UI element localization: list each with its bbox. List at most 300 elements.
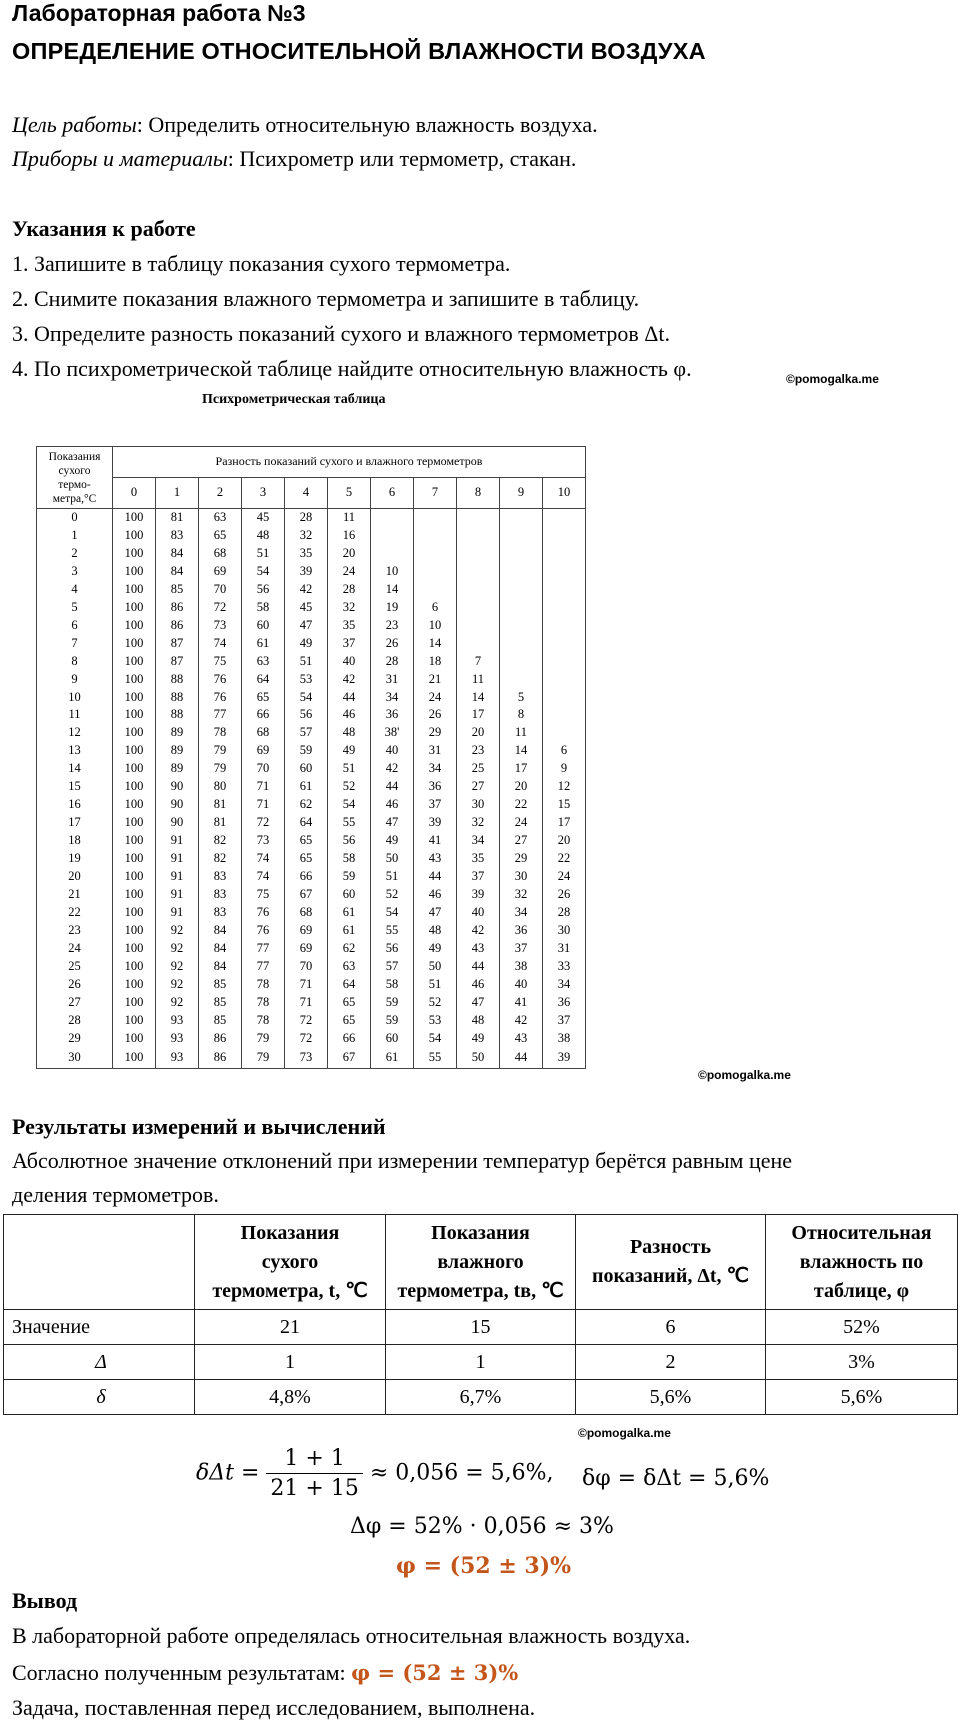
table-cell: 100 [113, 922, 156, 940]
psychrometric-column-header: 3 [242, 478, 285, 509]
table-cell: 87 [156, 635, 199, 653]
results-corner-cell [4, 1215, 195, 1310]
instruction-step: 4. По психрометрической таблице найдите относительную влажность φ. [12, 356, 692, 381]
table-cell: 100 [113, 1030, 156, 1048]
table-row [4, 1310, 958, 1345]
table-cell [500, 545, 543, 563]
table-cell [500, 599, 543, 617]
results-header-dry [195, 1215, 386, 1310]
table-row [37, 617, 586, 635]
table-cell: 79 [199, 742, 242, 760]
table-cell [500, 635, 543, 653]
table-cell: 40 [457, 904, 500, 922]
table-cell [414, 581, 457, 599]
table-row [4, 1345, 958, 1380]
table-cell [500, 563, 543, 581]
table-cell: 53 [414, 1012, 457, 1030]
table-row [37, 653, 586, 671]
table-cell [457, 617, 500, 635]
table-cell: 61 [285, 778, 328, 796]
table-cell: 78 [199, 724, 242, 742]
psychrometric-column-header: 6 [371, 478, 414, 509]
table-cell: 70 [285, 958, 328, 976]
table-cell: 43 [457, 940, 500, 958]
table-cell: 58 [242, 599, 285, 617]
table-cell: 18 [414, 653, 457, 671]
table-cell: 50 [414, 958, 457, 976]
table-cell: 72 [285, 1012, 328, 1030]
conclusion-line: В лабораторной работе определялась относительная влажность воздуха. [12, 1623, 691, 1648]
table-cell: 55 [414, 1048, 457, 1069]
header-line: сухого [261, 1250, 319, 1273]
table-cell: 69 [242, 742, 285, 760]
table-cell: 19 [37, 850, 113, 868]
table-cell [457, 509, 500, 527]
table-cell: 6 [37, 617, 113, 635]
table-cell: 79 [242, 1048, 285, 1069]
table-cell: 24 [543, 868, 586, 886]
table-row [37, 868, 586, 886]
table-cell: 36 [371, 706, 414, 724]
table-cell: 85 [199, 994, 242, 1012]
table-cell: 51 [242, 545, 285, 563]
table-cell: 69 [199, 563, 242, 581]
table-cell: 100 [113, 850, 156, 868]
table-cell: 3% [766, 1345, 958, 1380]
table-cell: 14 [457, 689, 500, 707]
results-header-humidity [766, 1215, 958, 1310]
table-row [4, 1380, 958, 1415]
table-row [37, 527, 586, 545]
table-cell: 84 [156, 563, 199, 581]
table-cell: 56 [328, 832, 371, 850]
table-cell: 39 [457, 886, 500, 904]
formula-absolute-error-phi: Δφ = 52% · 0,056 ≈ 3% [350, 1514, 614, 1539]
table-cell: 65 [199, 527, 242, 545]
table-cell: 1 [386, 1345, 576, 1380]
table-cell: 42 [371, 760, 414, 778]
watermark: ©pomogalka.me [698, 1068, 791, 1082]
table-cell: 91 [156, 904, 199, 922]
table-row [37, 671, 586, 689]
psychrometric-table [36, 446, 586, 1069]
table-cell: 44 [457, 958, 500, 976]
table-cell: 72 [242, 814, 285, 832]
table-cell [543, 527, 586, 545]
table-cell: 100 [113, 796, 156, 814]
table-cell: 44 [500, 1048, 543, 1069]
table-cell: 81 [199, 814, 242, 832]
table-cell: 100 [113, 689, 156, 707]
table-cell: 79 [199, 760, 242, 778]
table-cell: 100 [113, 868, 156, 886]
table-cell: 2 [576, 1345, 766, 1380]
table-cell: 63 [199, 509, 242, 527]
table-cell [457, 545, 500, 563]
row-label: δ [4, 1380, 195, 1415]
table-cell: 100 [113, 635, 156, 653]
watermark: ©pomogalka.me [578, 1426, 671, 1440]
table-cell [543, 724, 586, 742]
table-row [37, 689, 586, 707]
table-cell: 100 [113, 617, 156, 635]
header-line: Показания [431, 1221, 530, 1244]
table-cell: 5,6% [576, 1380, 766, 1415]
table-cell [543, 635, 586, 653]
table-cell: 89 [156, 724, 199, 742]
table-cell: 78 [242, 994, 285, 1012]
table-cell: 26 [37, 976, 113, 994]
table-cell: 31 [371, 671, 414, 689]
table-cell: 40 [500, 976, 543, 994]
table-cell: 20 [328, 545, 371, 563]
table-cell [500, 653, 543, 671]
table-cell: 77 [199, 706, 242, 724]
table-cell: 27 [500, 832, 543, 850]
table-cell: 4,8% [195, 1380, 386, 1415]
goal-line [12, 112, 598, 138]
table-cell: 82 [199, 832, 242, 850]
table-row [37, 1030, 586, 1048]
psychrometric-column-header: 8 [457, 478, 500, 509]
table-cell: 14 [37, 760, 113, 778]
table-cell: 54 [371, 904, 414, 922]
table-cell: 35 [457, 850, 500, 868]
table-cell: 70 [242, 760, 285, 778]
table-cell: 14 [414, 635, 457, 653]
table-cell: 46 [371, 796, 414, 814]
table-row [37, 724, 586, 742]
table-cell [543, 581, 586, 599]
table-cell: 78 [242, 1012, 285, 1030]
table-cell: 40 [371, 742, 414, 760]
table-cell [457, 635, 500, 653]
table-cell: 37 [414, 796, 457, 814]
table-cell: 24 [328, 563, 371, 581]
table-cell: 100 [113, 527, 156, 545]
table-row [37, 1012, 586, 1030]
table-cell: 100 [113, 545, 156, 563]
table-cell: 50 [457, 1048, 500, 1069]
table-cell [500, 527, 543, 545]
table-cell: 86 [156, 617, 199, 635]
table-cell: 36 [414, 778, 457, 796]
table-cell: 20 [37, 868, 113, 886]
table-cell: 48 [328, 724, 371, 742]
table-row [37, 742, 586, 760]
table-cell: 6 [543, 742, 586, 760]
table-cell: 29 [414, 724, 457, 742]
results-header-wet [386, 1215, 576, 1310]
table-cell: 59 [371, 1012, 414, 1030]
row-header-line: сухого [58, 464, 91, 477]
table-cell [500, 671, 543, 689]
table-cell: 13 [37, 742, 113, 760]
table-row [37, 922, 586, 940]
table-cell: 66 [285, 868, 328, 886]
table-cell: 88 [156, 671, 199, 689]
table-cell: 34 [543, 976, 586, 994]
results-note-line: деления термометров. [12, 1182, 219, 1207]
table-cell: 23 [37, 922, 113, 940]
table-cell: 82 [199, 850, 242, 868]
table-cell: 45 [285, 599, 328, 617]
table-cell: 44 [328, 689, 371, 707]
table-cell: 65 [328, 994, 371, 1012]
table-cell: 64 [242, 671, 285, 689]
table-cell: 65 [328, 1012, 371, 1030]
header-line: влажного [437, 1250, 524, 1273]
table-cell: 71 [242, 778, 285, 796]
table-cell: 71 [285, 976, 328, 994]
table-cell: 34 [371, 689, 414, 707]
table-row [37, 778, 586, 796]
conclusion-result: φ = (52 ± 3)% [351, 1660, 519, 1685]
table-cell: 60 [371, 1030, 414, 1048]
table-row [37, 796, 586, 814]
table-cell: 37 [328, 635, 371, 653]
table-row [37, 635, 586, 653]
table-cell: 88 [156, 689, 199, 707]
table-cell: 48 [414, 922, 457, 940]
table-cell: 12 [543, 778, 586, 796]
table-cell: 48 [242, 527, 285, 545]
table-cell: 26 [543, 886, 586, 904]
table-cell: 57 [285, 724, 328, 742]
table-cell: 92 [156, 994, 199, 1012]
table-cell: 17 [543, 814, 586, 832]
table-cell: 51 [285, 653, 328, 671]
table-cell: 75 [199, 653, 242, 671]
table-cell: 46 [414, 886, 457, 904]
table-cell: 100 [113, 509, 156, 527]
table-cell: 55 [371, 922, 414, 940]
conclusion-line [12, 1660, 518, 1686]
table-cell: 57 [371, 958, 414, 976]
table-cell: 47 [285, 617, 328, 635]
table-row [37, 904, 586, 922]
lab-title: Лабораторная работа №3 [12, 0, 306, 26]
header-line: показаний, Δt, ℃ [591, 1265, 749, 1287]
table-cell: 100 [113, 778, 156, 796]
table-cell [543, 563, 586, 581]
table-cell: 62 [285, 796, 328, 814]
table-cell: 16 [328, 527, 371, 545]
table-row [37, 832, 586, 850]
table-cell: 100 [113, 671, 156, 689]
table-cell: 24 [414, 689, 457, 707]
table-cell: 1 [37, 527, 113, 545]
table-cell: 22 [37, 904, 113, 922]
row-header-line: термо- [58, 478, 91, 491]
table-cell: 91 [156, 868, 199, 886]
table-row [37, 940, 586, 958]
table-cell: 2 [37, 545, 113, 563]
table-cell [414, 545, 457, 563]
table-cell: 54 [328, 796, 371, 814]
table-cell: 100 [113, 832, 156, 850]
table-cell: 59 [371, 994, 414, 1012]
table-cell: 59 [285, 742, 328, 760]
table-cell: 73 [242, 832, 285, 850]
table-cell: 52 [414, 994, 457, 1012]
table-cell: 42 [457, 922, 500, 940]
table-cell: 83 [156, 527, 199, 545]
table-cell: 61 [242, 635, 285, 653]
table-cell: 47 [371, 814, 414, 832]
formula-rhs: ≈ 0,056 = 5,6%, [369, 1460, 554, 1486]
table-cell: 39 [414, 814, 457, 832]
table-cell: 48 [457, 1012, 500, 1030]
table-row [37, 760, 586, 778]
equipment-text: : Психрометр или термометр, стакан. [227, 146, 577, 171]
table-cell: 67 [285, 886, 328, 904]
table-cell: 5 [37, 599, 113, 617]
table-cell: 44 [371, 778, 414, 796]
table-cell: 64 [285, 814, 328, 832]
table-cell: 54 [285, 689, 328, 707]
table-cell: 43 [414, 850, 457, 868]
table-cell: 35 [285, 545, 328, 563]
table-cell: 53 [285, 671, 328, 689]
table-cell: 91 [156, 886, 199, 904]
table-cell: 31 [543, 940, 586, 958]
table-cell [371, 527, 414, 545]
table-cell: 85 [199, 1012, 242, 1030]
table-cell: 65 [285, 832, 328, 850]
table-cell: 67 [328, 1048, 371, 1069]
table-cell: 1 [195, 1345, 386, 1380]
table-cell: 25 [457, 760, 500, 778]
table-cell: 100 [113, 724, 156, 742]
table-cell: 49 [414, 940, 457, 958]
table-cell: 32 [457, 814, 500, 832]
table-cell: 34 [500, 904, 543, 922]
table-cell [500, 617, 543, 635]
table-cell [457, 563, 500, 581]
table-cell: 9 [37, 671, 113, 689]
table-cell: 21 [37, 886, 113, 904]
table-cell: 20 [543, 832, 586, 850]
table-cell: 50 [371, 850, 414, 868]
table-cell: 100 [113, 994, 156, 1012]
table-cell: 11 [457, 671, 500, 689]
psychrometric-column-header: 5 [328, 478, 371, 509]
table-cell: 100 [113, 599, 156, 617]
table-cell: 28 [328, 581, 371, 599]
table-cell [543, 689, 586, 707]
table-cell: 32 [500, 886, 543, 904]
table-row [37, 850, 586, 868]
table-cell: 11 [328, 509, 371, 527]
table-cell: 92 [156, 940, 199, 958]
table-cell: 6 [414, 599, 457, 617]
table-cell: 51 [414, 976, 457, 994]
table-cell: 100 [113, 904, 156, 922]
table-cell: 22 [543, 850, 586, 868]
table-cell: 7 [37, 635, 113, 653]
table-cell: 100 [113, 706, 156, 724]
table-cell: 100 [113, 742, 156, 760]
table-cell: 77 [242, 940, 285, 958]
instruction-step: 3. Определите разность показаний сухого и влажного термометров Δt. [12, 321, 671, 346]
table-cell: 76 [242, 904, 285, 922]
table-cell [543, 671, 586, 689]
table-cell: 7 [457, 653, 500, 671]
table-cell: 33 [543, 958, 586, 976]
table-cell: 52 [328, 778, 371, 796]
table-cell: 68 [199, 545, 242, 563]
table-cell: 55 [328, 814, 371, 832]
table-cell: 23 [457, 742, 500, 760]
table-row [37, 1048, 586, 1069]
table-cell: 93 [156, 1048, 199, 1069]
table-cell: 85 [199, 976, 242, 994]
psychrometric-column-header: 9 [500, 478, 543, 509]
table-cell [543, 599, 586, 617]
table-cell: 30 [543, 922, 586, 940]
table-row [37, 509, 586, 527]
instruction-step: 2. Снимите показания влажного термометра и запишите в таблицу. [12, 286, 640, 311]
table-cell: 40 [328, 653, 371, 671]
table-cell: 27 [37, 994, 113, 1012]
table-cell [457, 599, 500, 617]
table-cell: 62 [328, 940, 371, 958]
table-cell: 60 [242, 617, 285, 635]
results-table [3, 1214, 958, 1415]
instruction-step: 1. Запишите в таблицу показания сухого термометра. [12, 251, 511, 276]
table-cell: 90 [156, 814, 199, 832]
psychrometric-column-header: 0 [113, 478, 156, 509]
table-cell: 100 [113, 1048, 156, 1069]
table-cell: 11 [500, 724, 543, 742]
table-cell: 91 [156, 850, 199, 868]
table-cell: 72 [199, 599, 242, 617]
table-cell: 76 [242, 922, 285, 940]
psychrometric-column-header: 2 [199, 478, 242, 509]
table-cell: 73 [285, 1048, 328, 1069]
table-cell: 100 [113, 653, 156, 671]
table-cell: 37 [543, 1012, 586, 1030]
table-cell: 88 [156, 706, 199, 724]
table-row [37, 581, 586, 599]
table-cell [414, 509, 457, 527]
table-cell: 86 [199, 1048, 242, 1069]
table-cell: 84 [199, 958, 242, 976]
table-cell [371, 509, 414, 527]
row-header-line: метра,°С [52, 492, 97, 505]
table-cell: 72 [285, 1030, 328, 1048]
table-cell: 23 [371, 617, 414, 635]
table-cell: 38 [543, 1030, 586, 1048]
table-cell: 37 [500, 940, 543, 958]
table-cell: 14 [371, 581, 414, 599]
table-cell: 86 [199, 1030, 242, 1048]
table-cell: 61 [328, 904, 371, 922]
table-cell: 29 [500, 850, 543, 868]
table-cell: 46 [328, 706, 371, 724]
table-cell: 92 [156, 922, 199, 940]
table-cell: 60 [328, 886, 371, 904]
table-cell: 64 [328, 976, 371, 994]
fraction-denominator: 21 + 15 [270, 1476, 359, 1501]
table-cell: 10 [414, 617, 457, 635]
formula-relative-error-phi: δφ = δΔt = 5,6% [582, 1466, 770, 1491]
table-cell: 34 [457, 832, 500, 850]
table-cell: 83 [199, 886, 242, 904]
conclusion-heading: Вывод [12, 1588, 78, 1613]
table-cell: 93 [156, 1030, 199, 1048]
